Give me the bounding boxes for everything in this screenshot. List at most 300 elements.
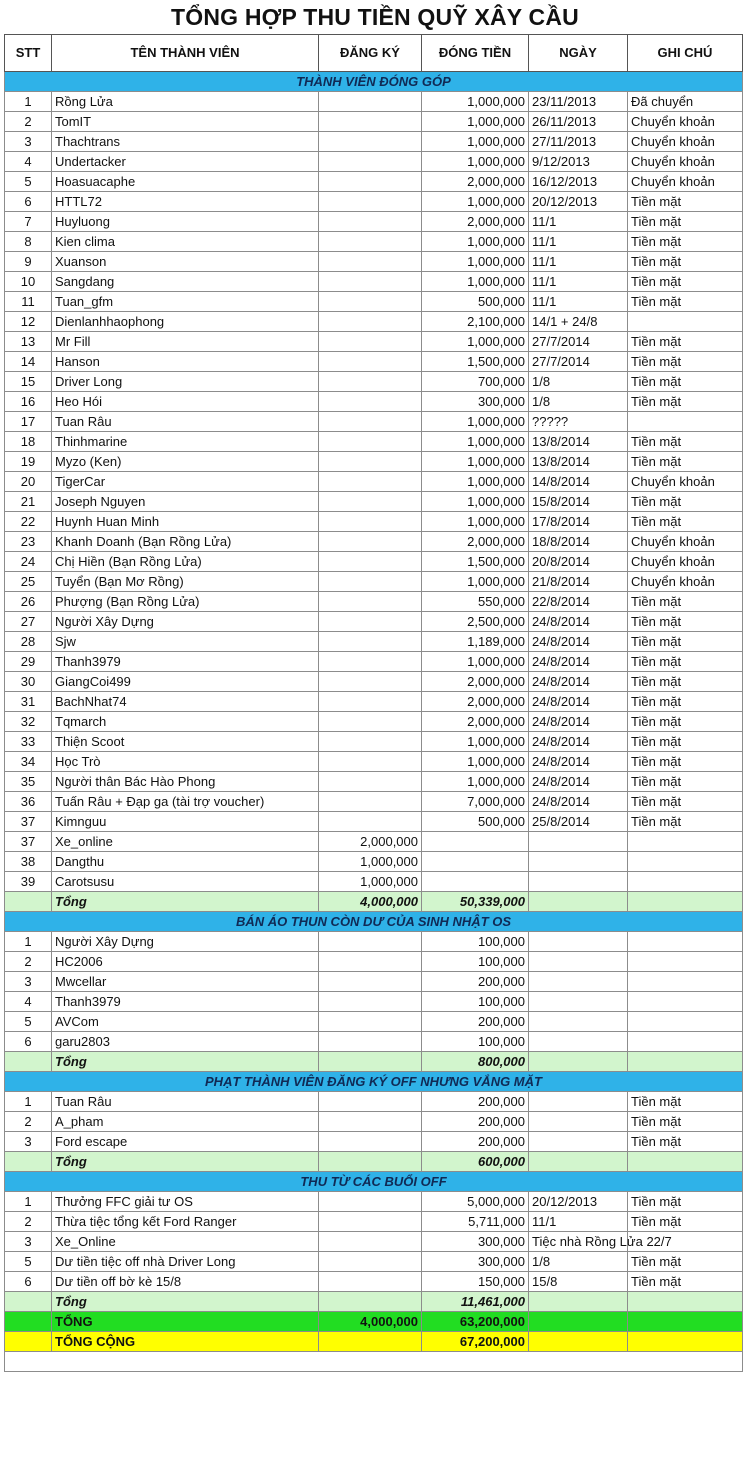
cell-paid: 1,000,000	[422, 732, 529, 752]
cell-registered	[319, 572, 422, 592]
table-row	[5, 552, 743, 572]
subtotal-row	[5, 1052, 743, 1072]
cell-paid: 300,000	[422, 392, 529, 412]
cell-paid: 100,000	[422, 1032, 529, 1052]
cell-date: Tiệc nhà Rồng Lửa 22/7	[529, 1232, 628, 1252]
cell-paid: 1,000,000	[422, 112, 529, 132]
cell-paid: 300,000	[422, 1252, 529, 1272]
cell-registered	[319, 812, 422, 832]
final-total-row-registered	[319, 1332, 422, 1352]
cell-stt: 9	[5, 252, 52, 272]
cell-note: Chuyển khoản	[628, 552, 743, 572]
table-row	[5, 872, 743, 892]
cell-name: Tuan Râu	[52, 412, 319, 432]
section-heading: THÀNH VIÊN ĐÓNG GÓP	[5, 72, 743, 92]
cell-note: Tiền mặt	[628, 1212, 743, 1232]
cell-note: Chuyển khoản	[628, 472, 743, 492]
cell-stt: 36	[5, 792, 52, 812]
cell-note: Chuyển khoản	[628, 132, 743, 152]
cell-empty	[5, 1152, 52, 1172]
cell-note: Tiền mặt	[628, 752, 743, 772]
cell-name: Undertacker	[52, 152, 319, 172]
page-title: TỔNG HỢP THU TIỀN QUỸ XÂY CẦU	[171, 4, 579, 30]
grand-total-row	[5, 1312, 743, 1332]
cell-stt: 31	[5, 692, 52, 712]
cell-date: 23/11/2013	[529, 92, 628, 112]
table-row	[5, 632, 743, 652]
cell-name: Người Xây Dựng	[52, 932, 319, 952]
table-row	[5, 412, 743, 432]
cell-empty	[5, 1052, 52, 1072]
cell-name: garu2803	[52, 1032, 319, 1052]
cell-empty	[628, 1332, 743, 1352]
cell-registered	[319, 232, 422, 252]
table-row	[5, 432, 743, 452]
cell-date: 1/8	[529, 392, 628, 412]
cell-stt: 18	[5, 432, 52, 452]
cell-name: Tuan_gfm	[52, 292, 319, 312]
cell-name: TomIT	[52, 112, 319, 132]
final-total-row	[5, 1332, 743, 1352]
final-total-row-paid: 67,200,000	[422, 1332, 529, 1352]
cell-note	[628, 412, 743, 432]
cell-stt: 26	[5, 592, 52, 612]
cell-paid: 1,189,000	[422, 632, 529, 652]
cell-name: Khanh Doanh (Bạn Rồng Lửa)	[52, 532, 319, 552]
cell-registered	[319, 132, 422, 152]
cell-name: Huynh Huan Minh	[52, 512, 319, 532]
cell-registered	[319, 1192, 422, 1212]
cell-note: Tiền mặt	[628, 192, 743, 212]
table-row	[5, 692, 743, 712]
section-heading-row	[5, 912, 743, 932]
cell-paid: 1,000,000	[422, 92, 529, 112]
cell-date: 9/12/2013	[529, 152, 628, 172]
cell-date: 11/1	[529, 252, 628, 272]
cell-date	[529, 992, 628, 1012]
cell-paid: 1,000,000	[422, 472, 529, 492]
cell-registered	[319, 1232, 422, 1252]
table-row	[5, 1212, 743, 1232]
cell-paid: 1,000,000	[422, 572, 529, 592]
cell-note: Tiền mặt	[628, 352, 743, 372]
cell-stt: 11	[5, 292, 52, 312]
cell-registered: 2,000,000	[319, 832, 422, 852]
cell-date: 24/8/2014	[529, 792, 628, 812]
cell-note: Tiền mặt	[628, 792, 743, 812]
cell-paid	[422, 832, 529, 852]
final-total-row-label: TỔNG CỘNG	[52, 1332, 319, 1352]
cell-name: HC2006	[52, 952, 319, 972]
cell-note: Tiền mặt	[628, 592, 743, 612]
cell-stt: 1	[5, 1092, 52, 1112]
cell-note: Tiền mặt	[628, 772, 743, 792]
cell-date	[529, 1112, 628, 1132]
subtotal-row	[5, 892, 743, 912]
cell-date: ?????	[529, 412, 628, 432]
cell-registered: 1,000,000	[319, 872, 422, 892]
cell-date	[529, 1032, 628, 1052]
cell-date	[529, 972, 628, 992]
cell-note: Tiền mặt	[628, 812, 743, 832]
cell-note: Tiền mặt	[628, 1252, 743, 1272]
cell-name: BachNhat74	[52, 692, 319, 712]
subtotal-row-registered	[319, 1052, 422, 1072]
cell-stt: 23	[5, 532, 52, 552]
cell-paid: 550,000	[422, 592, 529, 612]
table-row	[5, 972, 743, 992]
cell-note: Tiền mặt	[628, 1092, 743, 1112]
table-row	[5, 1272, 743, 1292]
cell-empty	[628, 1292, 743, 1312]
cell-registered	[319, 1272, 422, 1292]
table-row	[5, 132, 743, 152]
cell-empty	[529, 1292, 628, 1312]
cell-date: 24/8/2014	[529, 612, 628, 632]
cell-registered	[319, 1112, 422, 1132]
cell-empty	[529, 1312, 628, 1332]
section-heading: THU TỪ CÁC BUỔI OFF	[5, 1172, 743, 1192]
cell-registered	[319, 432, 422, 452]
cell-paid: 5,711,000	[422, 1212, 529, 1232]
cell-paid: 1,000,000	[422, 132, 529, 152]
cell-name: Dienlanhhaophong	[52, 312, 319, 332]
cell-note: Tiền mặt	[628, 372, 743, 392]
section-heading: PHẠT THÀNH VIÊN ĐĂNG KÝ OFF NHƯNG VẮNG MẶT	[5, 1072, 743, 1092]
cell-name: Người thân Bác Hào Phong	[52, 772, 319, 792]
cell-note	[628, 1032, 743, 1052]
cell-date: 27/11/2013	[529, 132, 628, 152]
cell-date: 11/1	[529, 232, 628, 252]
table-row	[5, 1092, 743, 1112]
subtotal-row	[5, 1292, 743, 1312]
cell-stt: 12	[5, 312, 52, 332]
cell-date	[529, 1132, 628, 1152]
header-date: NGÀY	[529, 35, 628, 72]
cell-note: Tiền mặt	[628, 292, 743, 312]
cell-stt: 15	[5, 372, 52, 392]
cell-stt: 5	[5, 1252, 52, 1272]
table-row	[5, 112, 743, 132]
cell-stt: 10	[5, 272, 52, 292]
cell-date: 13/8/2014	[529, 452, 628, 472]
cell-paid: 200,000	[422, 1112, 529, 1132]
cell-empty	[628, 1312, 743, 1332]
cell-paid: 500,000	[422, 292, 529, 312]
cell-name: AVCom	[52, 1012, 319, 1032]
cell-date: 24/8/2014	[529, 732, 628, 752]
cell-date: 1/8	[529, 372, 628, 392]
cell-stt: 4	[5, 992, 52, 1012]
cell-date	[529, 952, 628, 972]
cell-registered	[319, 1032, 422, 1052]
cell-registered	[319, 192, 422, 212]
cell-note: Tiền mặt	[628, 252, 743, 272]
cell-empty	[628, 892, 743, 912]
cell-registered	[319, 292, 422, 312]
cell-registered	[319, 1212, 422, 1232]
cell-registered: 1,000,000	[319, 852, 422, 872]
cell-date: 13/8/2014	[529, 432, 628, 452]
section-heading: BÁN ÁO THUN CÒN DƯ CỦA SINH NHẬT OS	[5, 912, 743, 932]
cell-stt: 34	[5, 752, 52, 772]
cell-note: Tiền mặt	[628, 492, 743, 512]
cell-stt: 30	[5, 672, 52, 692]
cell-stt: 5	[5, 172, 52, 192]
subtotal-row	[5, 1152, 743, 1172]
cell-date: 24/8/2014	[529, 652, 628, 672]
cell-registered	[319, 392, 422, 412]
cell-registered	[319, 252, 422, 272]
cell-date: 14/8/2014	[529, 472, 628, 492]
cell-date: 11/1	[529, 292, 628, 312]
table-row	[5, 232, 743, 252]
subtotal-row-registered	[319, 1152, 422, 1172]
cell-paid: 2,100,000	[422, 312, 529, 332]
cell-paid: 1,000,000	[422, 192, 529, 212]
cell-stt: 3	[5, 1132, 52, 1152]
cell-note: Tiền mặt	[628, 1112, 743, 1132]
cell-paid: 1,000,000	[422, 492, 529, 512]
cell-note: Tiền mặt	[628, 652, 743, 672]
cell-date: 24/8/2014	[529, 752, 628, 772]
cell-name: Tqmarch	[52, 712, 319, 732]
cell-note	[628, 932, 743, 952]
subtotal-row-label: Tổng	[52, 1052, 319, 1072]
cell-date	[529, 1012, 628, 1032]
table-row	[5, 732, 743, 752]
cell-name: Kimnguu	[52, 812, 319, 832]
table-row	[5, 392, 743, 412]
cell-paid: 100,000	[422, 992, 529, 1012]
cell-registered	[319, 532, 422, 552]
cell-name: Mwcellar	[52, 972, 319, 992]
table-row	[5, 92, 743, 112]
cell-name: A_pham	[52, 1112, 319, 1132]
cell-registered	[319, 652, 422, 672]
cell-note: Chuyển khoản	[628, 532, 743, 552]
cell-stt: 35	[5, 772, 52, 792]
cell-name: Thưởng FFC giải tư OS	[52, 1192, 319, 1212]
cell-empty	[628, 1052, 743, 1072]
cell-note: Tiền mặt	[628, 392, 743, 412]
subtotal-row-label: Tổng	[52, 1152, 319, 1172]
cell-registered	[319, 212, 422, 232]
cell-note: Tiền mặt	[628, 612, 743, 632]
cell-registered	[319, 772, 422, 792]
cell-note: Tiền mặt	[628, 332, 743, 352]
cell-paid: 1,000,000	[422, 652, 529, 672]
cell-name: GiangCoi499	[52, 672, 319, 692]
cell-note	[628, 852, 743, 872]
cell-paid: 1,000,000	[422, 272, 529, 292]
cell-date: 11/1	[529, 212, 628, 232]
cell-name: Tuấn Râu + Đạp ga (tài trợ voucher)	[52, 792, 319, 812]
cell-name: Joseph Nguyen	[52, 492, 319, 512]
grand-total-row-label: TỔNG	[52, 1312, 319, 1332]
cell-stt: 14	[5, 352, 52, 372]
cell-name: Heo Hói	[52, 392, 319, 412]
cell-registered	[319, 692, 422, 712]
cell-paid: 2,500,000	[422, 612, 529, 632]
section-heading-row	[5, 1172, 743, 1192]
cell-registered	[319, 952, 422, 972]
cell-stt: 3	[5, 132, 52, 152]
cell-stt: 33	[5, 732, 52, 752]
cell-date: 24/8/2014	[529, 692, 628, 712]
cell-note: Tiền mặt	[628, 452, 743, 472]
table-row	[5, 1192, 743, 1212]
subtotal-row-paid: 50,339,000	[422, 892, 529, 912]
cell-name: Kien clima	[52, 232, 319, 252]
cell-stt: 1	[5, 932, 52, 952]
cell-registered	[319, 712, 422, 732]
grand-total-row-registered: 4,000,000	[319, 1312, 422, 1332]
cell-registered	[319, 512, 422, 532]
cell-name: Mr Fill	[52, 332, 319, 352]
cell-paid: 100,000	[422, 932, 529, 952]
cell-note: Đã chuyển	[628, 92, 743, 112]
cell-stt: 4	[5, 152, 52, 172]
cell-registered	[319, 92, 422, 112]
cell-name: Người Xây Dựng	[52, 612, 319, 632]
cell-date: 21/8/2014	[529, 572, 628, 592]
table-row	[5, 172, 743, 192]
table-row	[5, 352, 743, 372]
table-row	[5, 1232, 743, 1252]
cell-paid: 1,000,000	[422, 452, 529, 472]
cell-date: 20/12/2013	[529, 192, 628, 212]
table-row	[5, 492, 743, 512]
cell-name: Xe_online	[52, 832, 319, 852]
cell-registered	[319, 472, 422, 492]
cell-stt: 25	[5, 572, 52, 592]
cell-note	[628, 992, 743, 1012]
header-note: GHI CHÚ	[628, 35, 743, 72]
cell-paid	[422, 852, 529, 872]
table-row	[5, 532, 743, 552]
table-row	[5, 572, 743, 592]
cell-note: Tiền mặt	[628, 632, 743, 652]
cell-name: HTTL72	[52, 192, 319, 212]
cell-registered	[319, 1252, 422, 1272]
cell-name: Thừa tiệc tổng kết Ford Ranger	[52, 1212, 319, 1232]
cell-note	[628, 972, 743, 992]
cell-paid: 500,000	[422, 812, 529, 832]
table-row	[5, 612, 743, 632]
table-row	[5, 752, 743, 772]
table-row	[5, 712, 743, 732]
cell-name: Dangthu	[52, 852, 319, 872]
cell-date: 20/12/2013	[529, 1192, 628, 1212]
cell-name: Myzo (Ken)	[52, 452, 319, 472]
cell-stt: 29	[5, 652, 52, 672]
cell-empty	[5, 1332, 52, 1352]
subtotal-row-registered	[319, 1292, 422, 1312]
cell-note	[628, 952, 743, 972]
cell-registered	[319, 552, 422, 572]
cell-registered	[319, 932, 422, 952]
table-row	[5, 1112, 743, 1132]
cell-note: Chuyển khoản	[628, 572, 743, 592]
cell-registered	[319, 492, 422, 512]
cell-note: Chuyển khoản	[628, 152, 743, 172]
cell-paid: 1,000,000	[422, 252, 529, 272]
cell-date: 17/8/2014	[529, 512, 628, 532]
table-row	[5, 292, 743, 312]
cell-name: Hanson	[52, 352, 319, 372]
header-registered: ĐĂNG KÝ	[319, 35, 422, 72]
cell-note: Tiền mặt	[628, 512, 743, 532]
table-row	[5, 1252, 743, 1272]
table-row	[5, 212, 743, 232]
spacer-cell	[5, 1352, 743, 1372]
cell-note	[628, 872, 743, 892]
cell-note: Tiền mặt	[628, 712, 743, 732]
cell-paid: 1,000,000	[422, 232, 529, 252]
cell-empty	[529, 1052, 628, 1072]
table-row	[5, 192, 743, 212]
cell-paid: 1,000,000	[422, 752, 529, 772]
table-row	[5, 272, 743, 292]
table-row	[5, 832, 743, 852]
cell-name: Thanh3979	[52, 652, 319, 672]
cell-stt: 28	[5, 632, 52, 652]
cell-paid	[422, 872, 529, 892]
cell-stt: 37	[5, 832, 52, 852]
cell-registered	[319, 412, 422, 432]
table-row	[5, 332, 743, 352]
subtotal-row-label: Tổng	[52, 1292, 319, 1312]
cell-paid: 1,000,000	[422, 772, 529, 792]
table-row	[5, 952, 743, 972]
cell-paid: 2,000,000	[422, 712, 529, 732]
cell-stt: 37	[5, 812, 52, 832]
cell-note: Tiền mặt	[628, 1272, 743, 1292]
cell-name: Dư tiền tiệc off nhà Driver Long	[52, 1252, 319, 1272]
table-row	[5, 452, 743, 472]
header-row	[5, 35, 743, 72]
cell-stt: 5	[5, 1012, 52, 1032]
cell-registered	[319, 1012, 422, 1032]
table-row	[5, 992, 743, 1012]
table-row	[5, 812, 743, 832]
section-heading-row	[5, 72, 743, 92]
cell-stt: 6	[5, 1272, 52, 1292]
cell-paid: 1,000,000	[422, 332, 529, 352]
cell-empty	[628, 1152, 743, 1172]
subtotal-row-paid: 11,461,000	[422, 1292, 529, 1312]
cell-stt: 6	[5, 192, 52, 212]
cell-paid: 150,000	[422, 1272, 529, 1292]
cell-note	[628, 832, 743, 852]
cell-name: Học Trò	[52, 752, 319, 772]
cell-paid: 1,500,000	[422, 552, 529, 572]
cell-empty	[529, 1152, 628, 1172]
table-row	[5, 1132, 743, 1152]
cell-name: Xuanson	[52, 252, 319, 272]
cell-name: Sangdang	[52, 272, 319, 292]
cell-note: Tiền mặt	[628, 692, 743, 712]
cell-note: Tiền mặt	[628, 232, 743, 252]
cell-name: Phượng (Bạn Rồng Lửa)	[52, 592, 319, 612]
cell-stt: 24	[5, 552, 52, 572]
cell-registered	[319, 172, 422, 192]
cell-note: Chuyển khoản	[628, 112, 743, 132]
cell-note	[628, 312, 743, 332]
cell-note: Tiền mặt	[628, 1192, 743, 1212]
table-row	[5, 1012, 743, 1032]
